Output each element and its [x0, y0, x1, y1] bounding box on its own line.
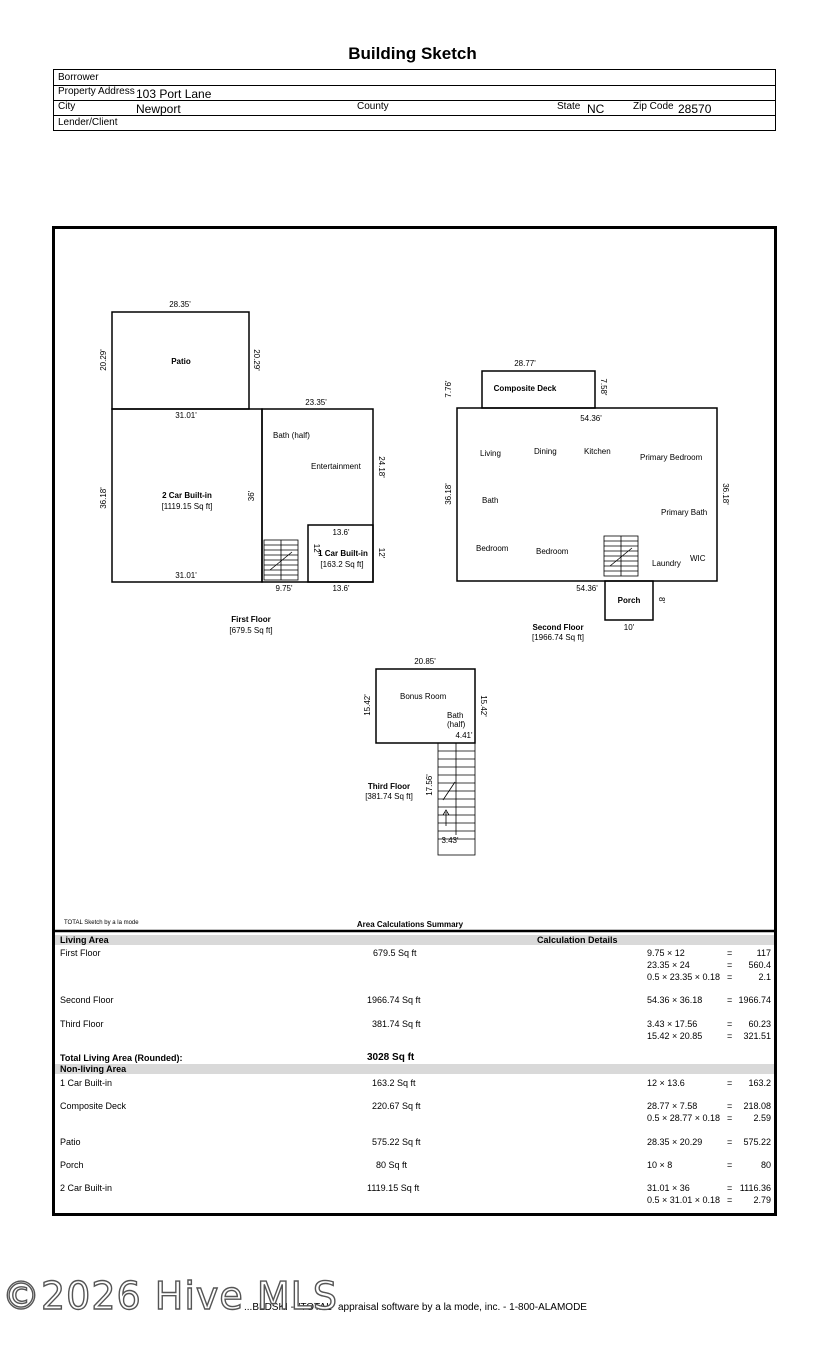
city-value: Newport	[136, 102, 181, 116]
detail-formula: 3.43 × 17.56	[647, 1019, 698, 1029]
dim-label: 54.36'	[580, 414, 602, 423]
borrower-label: Borrower	[58, 72, 99, 83]
dim-label: 12'	[312, 543, 321, 555]
detail-eq: =	[727, 1031, 733, 1041]
second-floor-outline	[457, 408, 717, 581]
dim-label: 4.41'	[455, 731, 473, 740]
room-label: Patio	[171, 357, 191, 366]
detail-value: 560.4	[748, 960, 771, 970]
detail-formula: 28.77 × 7.58	[647, 1101, 698, 1111]
row-name: Composite Deck	[60, 1101, 127, 1111]
detail-value: 321.51	[743, 1031, 771, 1041]
dim-label: 7.58'	[599, 378, 608, 396]
sketch-credit: TOTAL Sketch by a la mode	[64, 920, 139, 926]
room-label: Bedroom	[476, 544, 509, 553]
dim-label: 24.18'	[377, 456, 386, 478]
dim-label: 8'	[657, 597, 666, 603]
room-label: Composite Deck	[493, 384, 557, 393]
county-label: County	[357, 101, 389, 112]
dim-label: 20.85'	[414, 657, 436, 666]
dim-label: 13.6'	[332, 584, 350, 593]
dim-label: 10'	[623, 623, 635, 632]
area-label: [381.74 Sq ft]	[365, 792, 413, 801]
nonliving-header-band	[55, 1064, 774, 1074]
detail-value: 80	[760, 1160, 771, 1170]
floor-label: Second Floor	[532, 623, 584, 632]
detail-value: 117	[756, 948, 771, 958]
detail-value: 163.2	[748, 1078, 771, 1088]
summary-title: Area Calculations Summary	[356, 920, 464, 929]
dim-label: 23.35'	[305, 398, 327, 407]
state-value: NC	[587, 102, 605, 116]
room-label: Bonus Room	[400, 692, 447, 701]
room-label: Porch	[617, 596, 641, 605]
row-area: 163.2 Sq ft	[372, 1078, 416, 1088]
detail-eq: =	[727, 1078, 733, 1088]
dim-label: 15.42'	[479, 695, 488, 717]
dim-label: 54.36'	[576, 584, 598, 593]
city-label: City	[58, 101, 76, 112]
detail-formula: 0.5 × 23.35 × 0.18	[647, 972, 721, 982]
detail-eq: =	[727, 960, 733, 970]
state-label: State	[557, 101, 581, 112]
floor-label: First Floor	[231, 615, 271, 624]
detail-formula: 0.5 × 28.77 × 0.18	[647, 1113, 721, 1123]
detail-formula: 10 × 8	[647, 1160, 673, 1170]
room-label: (half)	[447, 720, 466, 729]
room-label: 1 Car Built-in	[318, 549, 368, 558]
nonliving-header: Non-living Area	[60, 1064, 127, 1074]
detail-formula: 9.75 × 12	[647, 948, 685, 958]
row-area: 381.74 Sq ft	[372, 1019, 421, 1029]
row-name: Patio	[60, 1137, 81, 1147]
dim-label: 36.18'	[99, 487, 108, 509]
room-label: 2 Car Built-in	[162, 491, 212, 500]
total-area: 3028 Sq ft	[367, 1052, 415, 1063]
row-name: Porch	[60, 1160, 84, 1170]
detail-value: 2.1	[758, 972, 771, 982]
dim-label: 7.76'	[444, 380, 453, 398]
dim-label: 12'	[377, 547, 386, 559]
area-label: [163.2 Sq ft]	[320, 560, 364, 569]
page-title: Building Sketch	[348, 44, 477, 63]
detail-formula: 15.42 × 20.85	[647, 1031, 703, 1041]
room-label: Bedroom	[536, 547, 569, 556]
detail-eq: =	[727, 948, 733, 958]
row-area: 80 Sq ft	[376, 1160, 408, 1170]
detail-eq: =	[727, 972, 733, 982]
detail-value: 575.22	[743, 1137, 771, 1147]
detail-value: 218.08	[743, 1101, 771, 1111]
dim-label: 13.6'	[332, 528, 350, 537]
room-label: Kitchen	[584, 447, 611, 456]
detail-formula: 54.36 × 36.18	[647, 995, 703, 1005]
zip-label: Zip Code	[633, 101, 674, 112]
dim-label: 31.01'	[175, 571, 197, 580]
row-name: 2 Car Built-in	[60, 1183, 113, 1193]
detail-eq: =	[727, 1101, 733, 1111]
software-footer: ...BLDSKI - "TOTAL" appraisal software by a la mode, inc. - 1-800-ALAMODE	[244, 1302, 587, 1313]
dim-label: 9.75'	[275, 584, 293, 593]
dim-label: 36'	[247, 490, 256, 502]
detail-formula: 12 × 13.6	[647, 1078, 685, 1088]
detail-eq: =	[727, 995, 733, 1005]
room-label: Bath	[447, 711, 464, 720]
room-label: Primary Bath	[661, 508, 708, 517]
living-header: Living Area	[60, 935, 109, 945]
detail-value: 60.23	[748, 1019, 771, 1029]
room-label: Primary Bedroom	[640, 453, 703, 462]
dim-label: 17.56'	[425, 774, 434, 796]
dim-label: 36.18'	[721, 483, 730, 505]
address-label: Property Address	[58, 86, 135, 97]
detail-value: 2.79	[753, 1195, 771, 1205]
row-name: First Floor	[60, 948, 101, 958]
detail-eq: =	[727, 1183, 733, 1193]
floor-label: Third Floor	[367, 782, 411, 791]
dim-label: 31.01'	[175, 411, 197, 420]
total-name: Total Living Area (Rounded):	[60, 1053, 183, 1063]
detail-value: 1966.74	[738, 995, 771, 1005]
room-label: Entertainment	[311, 462, 361, 471]
dim-label: 36.18'	[444, 483, 453, 505]
area-label: [679.5 Sq ft]	[229, 626, 273, 635]
room-label: Living	[480, 449, 501, 458]
watermark: ©2026 Hive MLS	[2, 1274, 338, 1318]
dim-label: 15.42'	[363, 694, 372, 716]
detail-formula: 28.35 × 20.29	[647, 1137, 703, 1147]
row-name: 1 Car Built-in	[60, 1078, 113, 1088]
row-name: Third Floor	[60, 1019, 104, 1029]
area-label: [1966.74 Sq ft]	[531, 633, 585, 642]
area-label: [1119.15 Sq ft]	[161, 502, 213, 511]
room-label: Bath	[482, 496, 499, 505]
dim-label: 28.35'	[169, 300, 191, 309]
detail-formula: 0.5 × 31.01 × 0.18	[647, 1195, 721, 1205]
zip-value: 28570	[678, 102, 712, 116]
details-header: Calculation Details	[537, 935, 618, 945]
dim-label: 28.77'	[514, 359, 536, 368]
address-value: 103 Port Lane	[136, 87, 212, 101]
row-area: 1966.74 Sq ft	[367, 995, 421, 1005]
detail-eq: =	[727, 1160, 733, 1170]
dim-label: 3.43'	[441, 836, 459, 845]
room-label: Dining	[534, 447, 557, 456]
room-label: WIC	[690, 554, 706, 563]
detail-formula: 31.01 × 36	[647, 1183, 690, 1193]
room-label: Laundry	[652, 559, 681, 568]
detail-eq: =	[727, 1195, 733, 1205]
living-header-band	[55, 935, 774, 945]
detail-eq: =	[727, 1113, 733, 1123]
lender-label: Lender/Client	[58, 117, 118, 128]
room-label: Bath (half)	[273, 431, 310, 440]
detail-eq: =	[727, 1019, 733, 1029]
dim-label: 20.29'	[252, 349, 261, 371]
row-name: Second Floor	[60, 995, 114, 1005]
row-area: 679.5 Sq ft	[373, 948, 417, 958]
detail-value: 2.59	[753, 1113, 771, 1123]
detail-value: 1116.36	[739, 1183, 771, 1193]
row-area: 220.67 Sq ft	[372, 1101, 421, 1111]
detail-eq: =	[727, 1137, 733, 1147]
row-area: 575.22 Sq ft	[372, 1137, 421, 1147]
dim-label: 20.29'	[99, 349, 108, 371]
row-area: 1119.15 Sq ft	[367, 1183, 420, 1193]
detail-formula: 23.35 × 24	[647, 960, 690, 970]
